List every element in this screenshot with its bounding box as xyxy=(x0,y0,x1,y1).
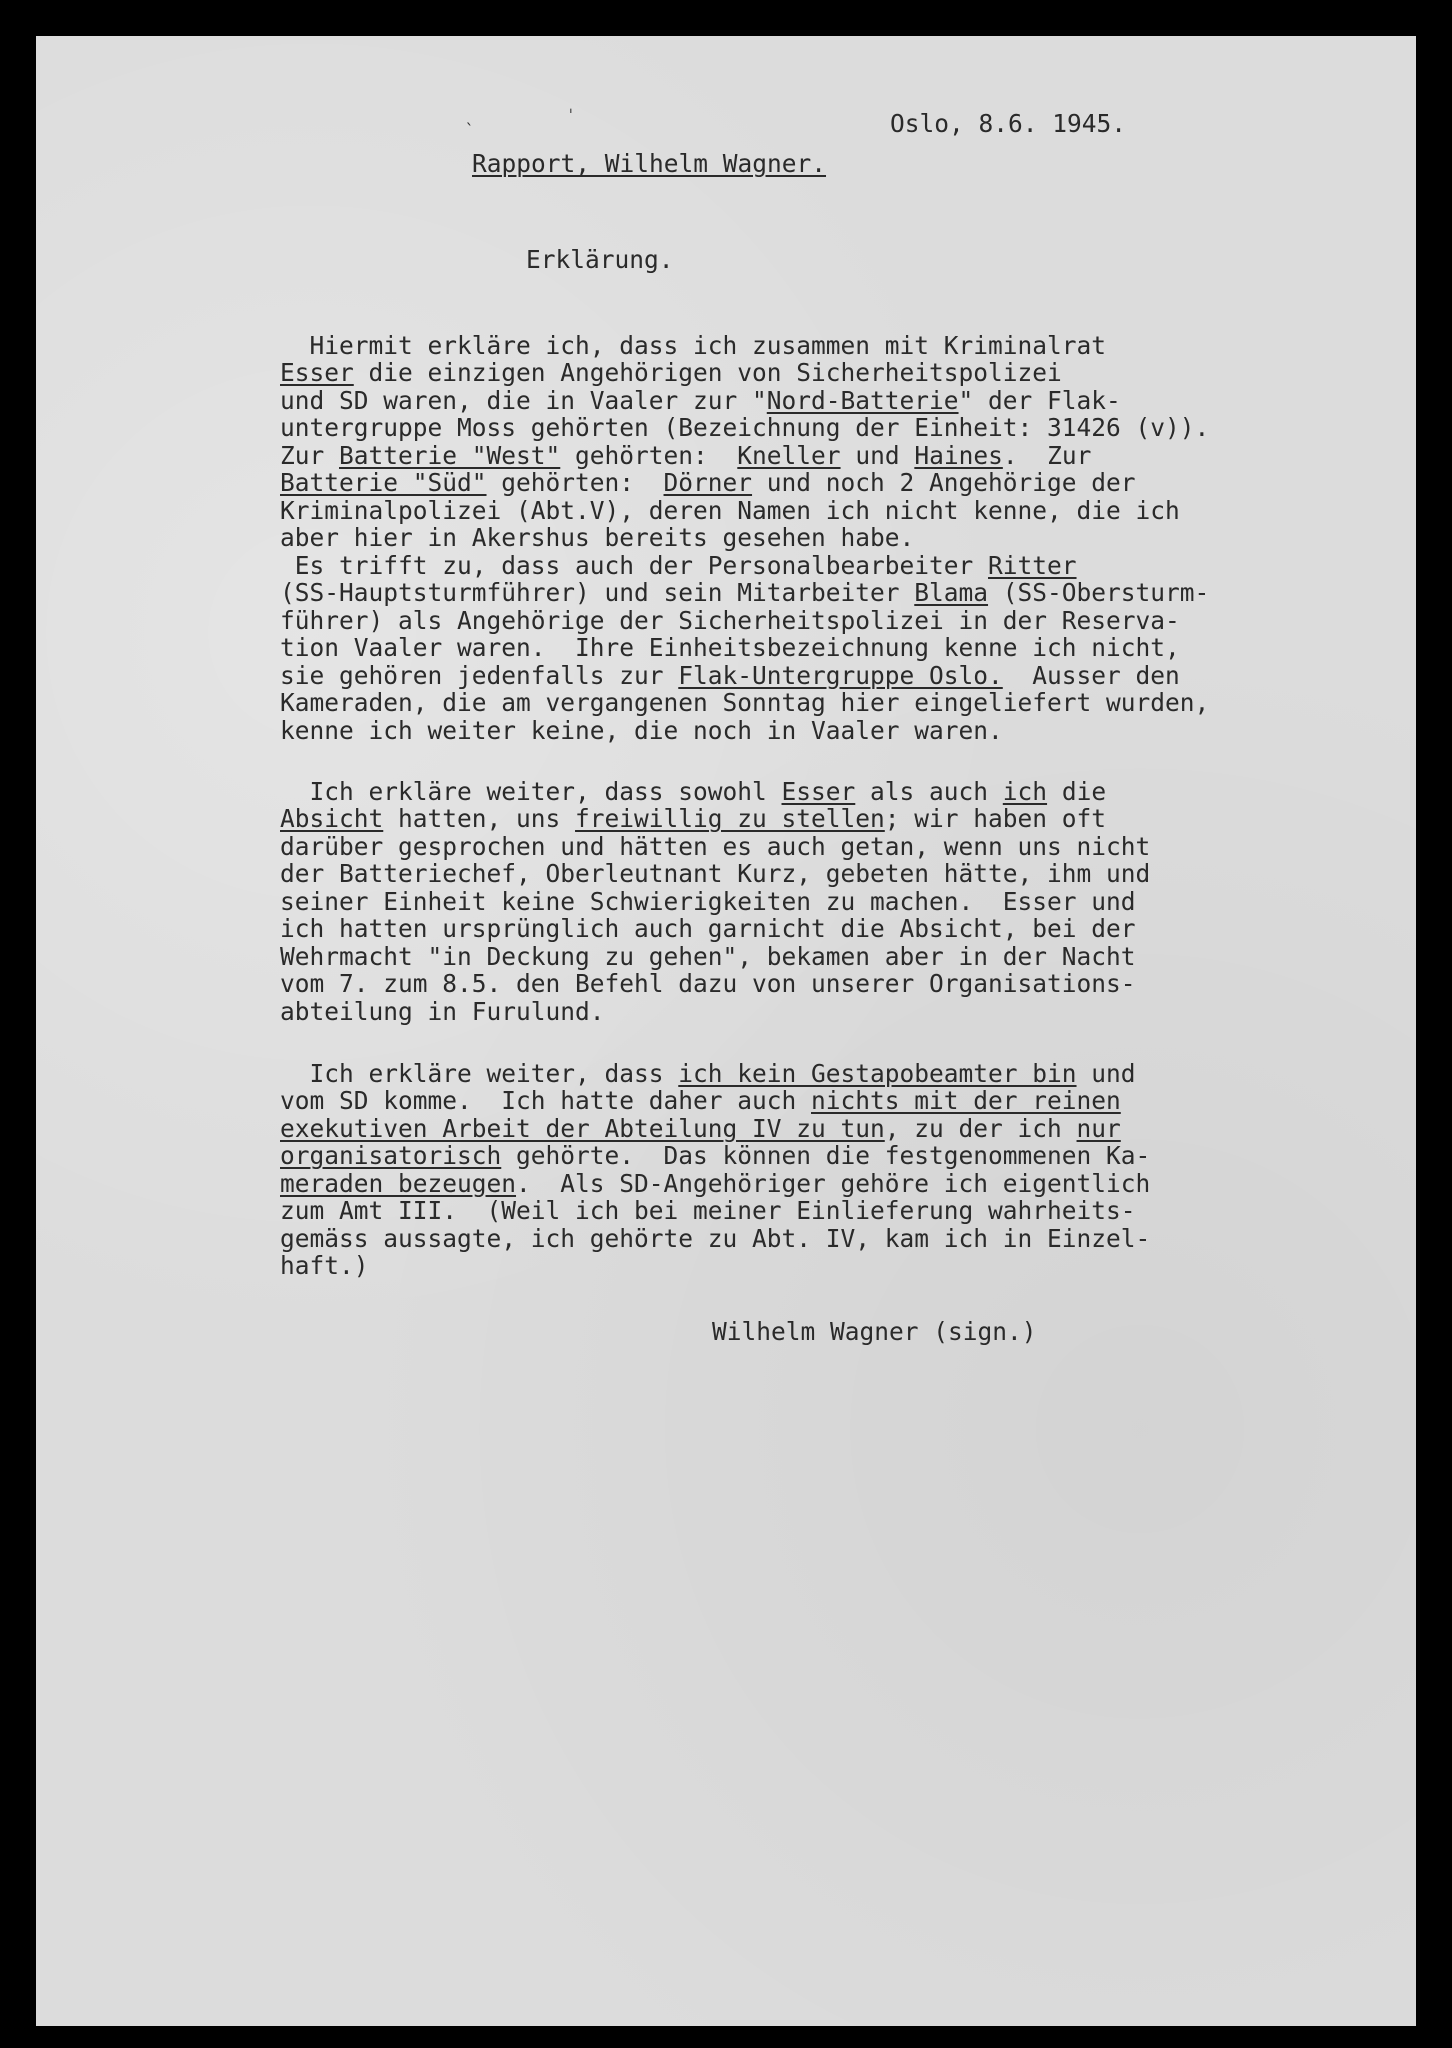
paragraph-1 xyxy=(280,304,1209,744)
text-line: tion Vaaler waren. Ihre Einheitsbezeichnung kenne ich nicht, xyxy=(280,633,1180,662)
text-line: vom 7. zum 8.5. den Befehl dazu von unserer Organisations- xyxy=(280,969,1136,998)
text-line: Batterie "Süd" gehörten: Dörner und noch 2 Angehörige der xyxy=(280,468,1136,497)
text-line: gemäss aussagte, ich gehörte zu Abt. IV, kam ich in Einzel- xyxy=(280,1223,1151,1253)
paragraph-2 xyxy=(280,750,1150,1025)
text-line: ich hatten ursprünglich auch garnicht die Absicht, bei der xyxy=(280,914,1136,943)
paragraph-3 xyxy=(280,1032,1150,1280)
text-line: Esser die einzigen Angehörigen von Sicherheitspolizei xyxy=(280,358,1062,387)
text-line: führer) als Angehörige der Sicherheitspolizei in der Reserva- xyxy=(280,605,1180,635)
text-line: Hiermit erkläre ich, dass ich zusammen mit Kriminalrat xyxy=(280,330,1107,360)
text-line: abteilung in Furulund. xyxy=(280,996,605,1026)
text-line: Zur Batterie "West" gehörten: Kneller und Haines. Zur xyxy=(280,440,1092,470)
document-title: Rapport, Wilhelm Wagner. xyxy=(472,149,827,178)
text-line: der Batteriechef, Oberleutnant Kurz, gebeten hätte, ihm und xyxy=(280,859,1151,888)
text-line: darüber gesprochen und hätten es auch getan, wenn uns nicht xyxy=(280,831,1151,861)
text-line: und SD waren, die in Vaaler zur "Nord-Batterie" der Flak- xyxy=(280,385,1121,415)
text-line: seiner Einheit keine Schwierigkeiten zu machen. Esser und xyxy=(280,886,1136,916)
text-line: (SS-Hauptsturmführer) und sein Mitarbeiter Blama (SS-Obersturm- xyxy=(280,578,1210,607)
text-line: Kameraden, die am vergangenen Sonntag hier eingeliefert wurden, xyxy=(280,688,1210,717)
signature: Wilhelm Wagner (sign.) xyxy=(712,1317,1037,1346)
text-line: exekutiven Arbeit der Abteilung IV zu tun, zu der ich nur xyxy=(280,1113,1121,1143)
text-line: untergruppe Moss gehörten (Bezeichnung der Einheit: 31426 (v)). xyxy=(280,413,1210,442)
margin-mark: ˎ xyxy=(464,106,474,125)
text-line: vom SD komme. Ich hatte daher auch nichts mit der reinen xyxy=(280,1086,1121,1115)
text-line: zum Amt III. (Weil ich bei meiner Einlieferung wahrheits- xyxy=(280,1196,1136,1225)
text-line: organisatorisch gehörte. Das können die festgenommenen Ka- xyxy=(280,1141,1151,1170)
text-line: meraden bezeugen. Als SD-Angehöriger gehöre ich eigentlich xyxy=(280,1168,1151,1198)
text-line: Ich erkläre weiter, dass ich kein Gestapobeamter bin und xyxy=(280,1058,1136,1088)
text-line: sie gehören jedenfalls zur Flak-Untergruppe Oslo. Ausser den xyxy=(280,660,1180,690)
document-date: Oslo, 8.6. 1945. xyxy=(890,109,1127,138)
text-line: Es trifft zu, dass auch der Personalbearbeiter Ritter xyxy=(280,550,1077,580)
margin-mark: ˈ xyxy=(566,106,576,125)
text-line: aber hier in Akershus bereits gesehen habe. xyxy=(280,523,915,552)
text-line: Wehrmacht "in Deckung zu gehen", bekamen aber in der Nacht xyxy=(280,941,1136,971)
text-line: Ich erkläre weiter, dass sowohl Esser als auch ich die xyxy=(280,776,1107,806)
document-heading: Erklärung. xyxy=(526,245,674,274)
text-line: kenne ich weiter keine, die noch in Vaaler waren. xyxy=(280,715,1003,745)
document-page xyxy=(36,36,1416,2026)
text-line: Absicht hatten, uns freiwillig zu stellen; wir haben oft xyxy=(280,804,1107,833)
text-line: haft.) xyxy=(280,1251,369,1280)
text-line: Kriminalpolizei (Abt.V), deren Namen ich nicht kenne, die ich xyxy=(280,495,1180,525)
